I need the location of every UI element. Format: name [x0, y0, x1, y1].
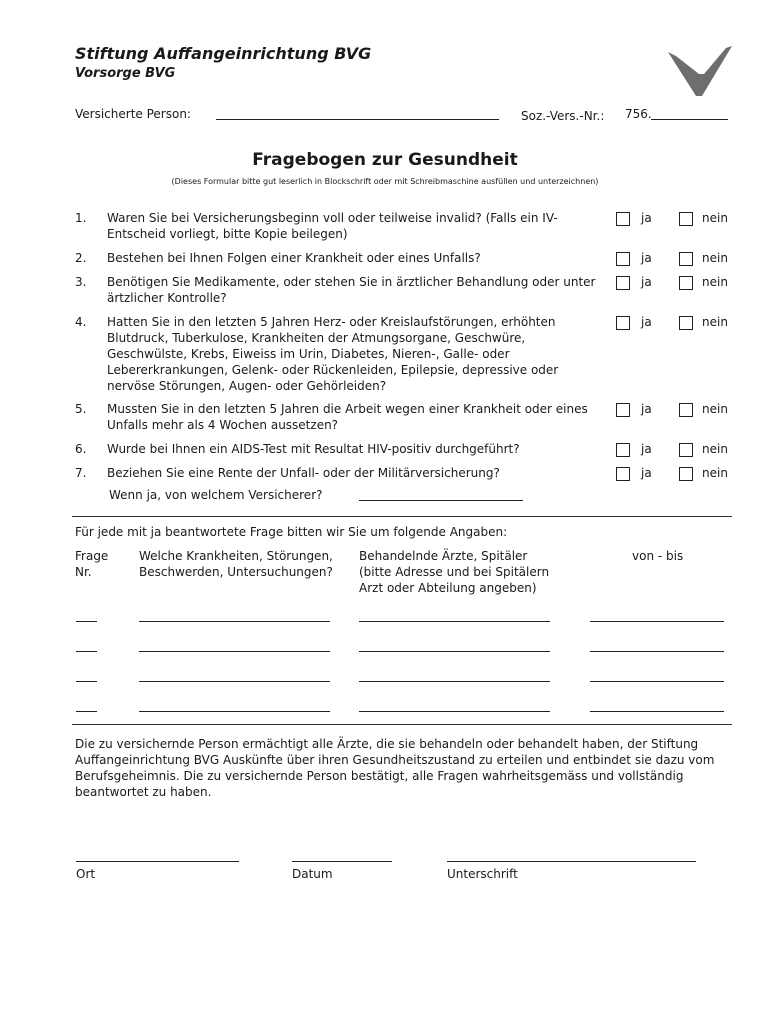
place-label: Ort — [76, 867, 96, 881]
question-row — [75, 441, 765, 459]
question-number: 1. — [75, 211, 87, 225]
section-divider — [72, 724, 732, 725]
col-header-line: Behandelnde Ärzte, Spitäler — [359, 549, 528, 563]
detail-field-illness[interactable] — [139, 711, 330, 712]
question-row — [75, 314, 765, 396]
checkbox-yes-q5[interactable] — [616, 403, 630, 417]
question-number: 6. — [75, 442, 87, 456]
checkbox-yes-q3[interactable] — [616, 276, 630, 290]
checkbox-yes-q6[interactable] — [616, 443, 630, 457]
col-header-dates: von - bis — [632, 549, 684, 563]
detail-field-question-number[interactable] — [76, 621, 97, 622]
checkbox-no-q2[interactable] — [679, 252, 693, 266]
org-name: Stiftung Auffangeinrichtung BVG — [75, 44, 372, 63]
detail-field-dates[interactable] — [590, 711, 724, 712]
question-number: 5. — [75, 402, 87, 416]
question-text: Beziehen Sie eine Rente der Unfall- oder der Militärversicherung? — [107, 466, 500, 480]
question-text: Benötigen Sie Medikamente, oder stehen Sie in ärztlicher Behandlung oder unter ärtzlicher Kontrolle? — [107, 275, 596, 305]
insured-person-label: Versicherte Person: — [75, 107, 191, 121]
yes-label: ja — [641, 251, 652, 265]
signature-field[interactable] — [447, 861, 696, 862]
insurer-field[interactable] — [359, 500, 523, 501]
detail-field-doctor[interactable] — [359, 651, 550, 652]
col-header-line: Welche Krankheiten, Störungen, — [139, 549, 333, 563]
col-header-line: Arzt oder Abteilung angeben) — [359, 581, 537, 595]
yes-label: ja — [641, 211, 652, 225]
ssn-label: Soz.-Vers.-Nr.: — [521, 109, 605, 123]
checkbox-no-q1[interactable] — [679, 212, 693, 226]
question-number: 7. — [75, 466, 87, 480]
detail-field-doctor[interactable] — [359, 681, 550, 682]
question-text: Mussten Sie in den letzten 5 Jahren die Arbeit wegen einer Krankheit oder eines Unfalls mehr als 4 Wochen aussetzen? — [107, 402, 588, 432]
question-number: 3. — [75, 275, 87, 289]
checkbox-no-q3[interactable] — [679, 276, 693, 290]
question-text: Wurde bei Ihnen ein AIDS-Test mit Resultat HIV-positiv durchgeführt? — [107, 442, 520, 456]
detail-field-doctor[interactable] — [359, 621, 550, 622]
question-text: Bestehen bei Ihnen Folgen einer Krankheit oder eines Unfalls? — [107, 251, 481, 265]
col-header-line: Nr. — [75, 565, 92, 579]
question-row — [75, 401, 765, 435]
place-field[interactable] — [76, 861, 239, 862]
detail-field-dates[interactable] — [590, 681, 724, 682]
checkbox-yes-q7[interactable] — [616, 467, 630, 481]
no-label: nein — [702, 402, 728, 416]
question-number: 4. — [75, 315, 87, 329]
detail-field-question-number[interactable] — [76, 711, 97, 712]
date-label: Datum — [292, 867, 333, 881]
date-field[interactable] — [292, 861, 392, 862]
detail-field-illness[interactable] — [139, 651, 330, 652]
org-subtitle: Vorsorge BVG — [75, 66, 176, 81]
no-label: nein — [702, 275, 728, 289]
question-text: Waren Sie bei Versicherungsbeginn voll oder teilweise invalid? (Falls ein IV-Entscheid vorliegt, bitte Kopie beilegen) — [107, 211, 558, 241]
checkbox-yes-q4[interactable] — [616, 316, 630, 330]
question-row — [75, 274, 765, 308]
section-divider — [72, 516, 732, 517]
detail-field-dates[interactable] — [590, 651, 724, 652]
no-label: nein — [702, 442, 728, 456]
form-title: Fragebogen zur Gesundheit — [252, 150, 518, 170]
detail-field-doctor[interactable] — [359, 711, 550, 712]
no-label: nein — [702, 466, 728, 480]
checkbox-no-q4[interactable] — [679, 316, 693, 330]
checkbox-no-q7[interactable] — [679, 467, 693, 481]
col-header-line: Beschwerden, Untersuchungen? — [139, 565, 333, 579]
person-v-logo-icon — [666, 44, 734, 100]
yes-label: ja — [641, 402, 652, 416]
checkbox-no-q5[interactable] — [679, 403, 693, 417]
checkbox-yes-q2[interactable] — [616, 252, 630, 266]
form-subtitle: (Dieses Formular bitte gut leserlich in Blockschrift oder mit Schreibmaschine ausfüllen und unterzeichnen) — [171, 177, 599, 186]
col-header-doctors — [359, 548, 549, 596]
checkbox-no-q6[interactable] — [679, 443, 693, 457]
checkbox-yes-q1[interactable] — [616, 212, 630, 226]
authorization-text: Die zu versichernde Person ermächtigt alle Ärzte, die sie behandeln oder behandelt haben, der Stiftung Auffangeinrichtung BVG Auskünfte über ihren Gesundheitszustand zu erteilen und entbindet sie dazu vom Berufsgeheimnis. Die zu versichernde Person bestätigt, alle Fragen wahrheitsgemäss und vollständig beantwortet zu haben. — [75, 737, 715, 799]
detail-field-question-number[interactable] — [76, 651, 97, 652]
no-label: nein — [702, 251, 728, 265]
yes-label: ja — [641, 466, 652, 480]
ssn-prefix: 756. — [625, 107, 652, 121]
detail-field-illness[interactable] — [139, 621, 330, 622]
detail-field-illness[interactable] — [139, 681, 330, 682]
col-header-line: Frage — [75, 549, 109, 563]
signature-label: Unterschrift — [447, 867, 518, 881]
col-header-illnesses — [139, 548, 333, 580]
question-text: Hatten Sie in den letzten 5 Jahren Herz- oder Kreislaufstörungen, erhöhten Blutdruck, Tuberkulose, Krankheiten der Atmungsorgane, Geschwüre, Geschwülste, Krebs, Eiweiss im Urin, Diabetes, Nieren-, Galle- oder Lebererkrankungen, Gelenk- oder Rückenleiden, Epilepsie, depressive oder nervöse Störungen, Augen- oder Gehörleiden? — [107, 315, 559, 393]
detail-field-question-number[interactable] — [76, 681, 97, 682]
ssn-field[interactable] — [651, 119, 728, 120]
question-row — [75, 465, 765, 483]
details-intro: Für jede mit ja beantwortete Frage bitten wir Sie um folgende Angaben: — [75, 525, 508, 539]
yes-label: ja — [641, 275, 652, 289]
question-row — [75, 210, 765, 244]
col-header-line: (bitte Adresse und bei Spitälern — [359, 565, 550, 579]
yes-label: ja — [641, 442, 652, 456]
insured-person-field[interactable] — [216, 119, 499, 120]
insurer-question: Wenn ja, von welchem Versicherer? — [109, 488, 323, 502]
col-header-question-number — [75, 548, 108, 580]
no-label: nein — [702, 211, 728, 225]
yes-label: ja — [641, 315, 652, 329]
detail-field-dates[interactable] — [590, 621, 724, 622]
question-row — [75, 250, 765, 268]
no-label: nein — [702, 315, 728, 329]
question-number: 2. — [75, 251, 87, 265]
